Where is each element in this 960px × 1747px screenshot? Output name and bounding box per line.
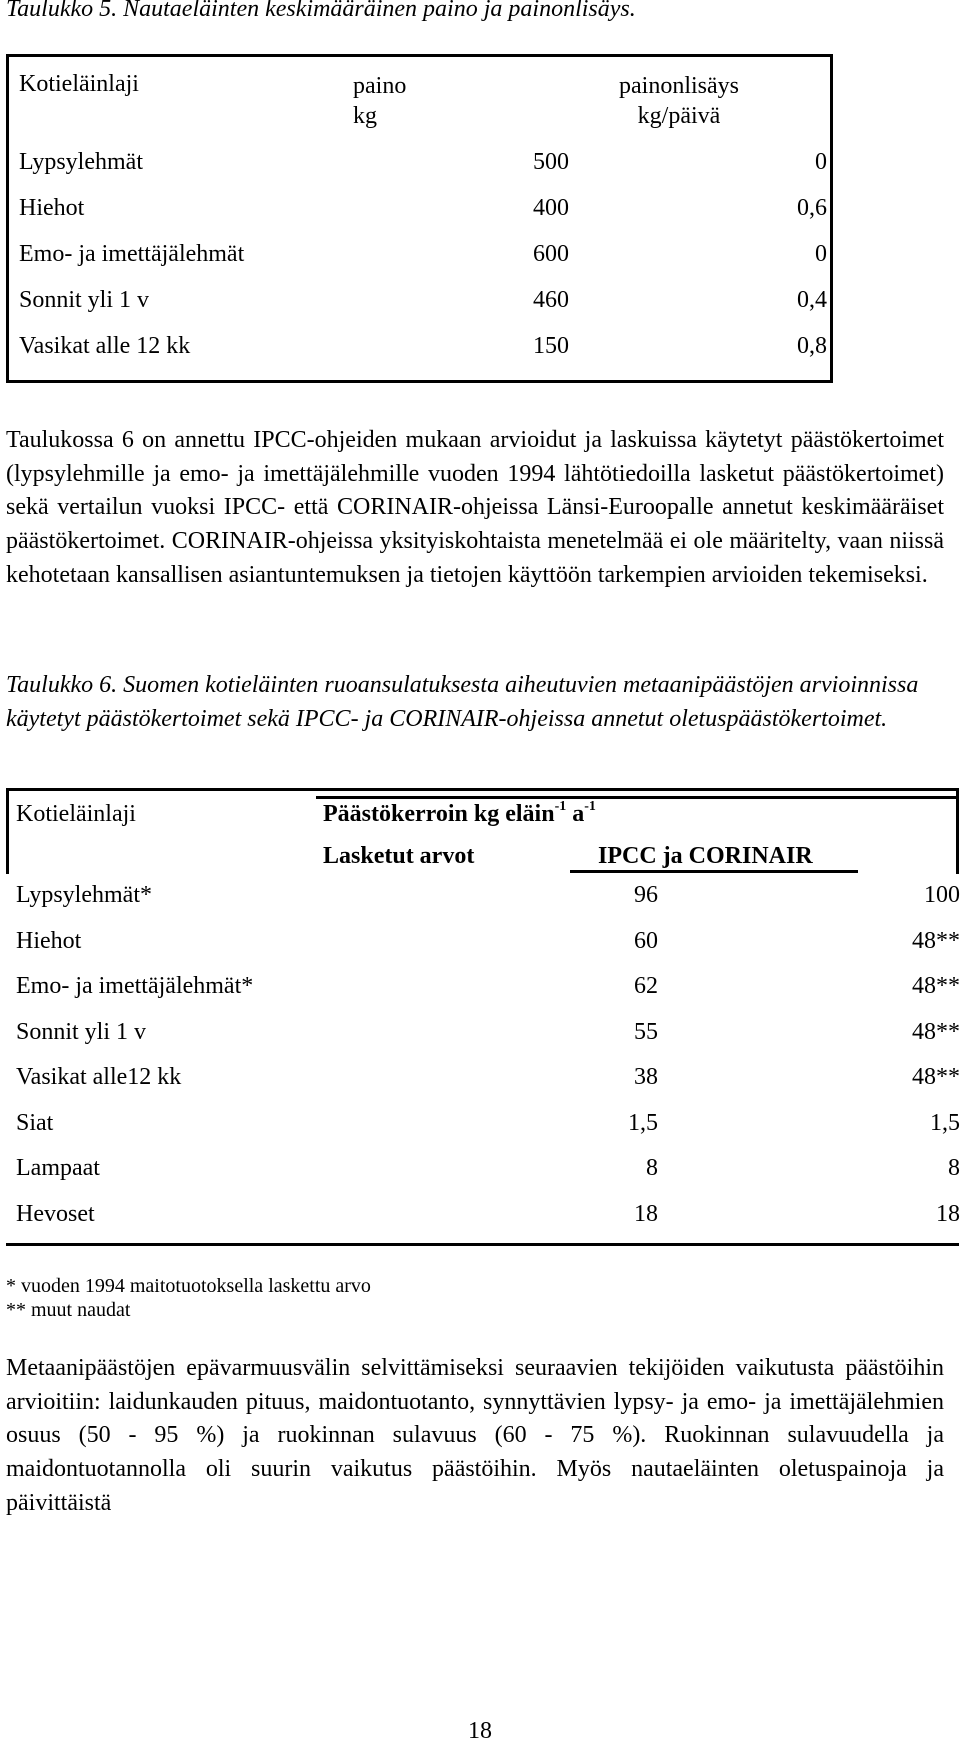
- table-row: [16, 1055, 960, 1101]
- footnote-2: ** muut naudat: [6, 1299, 131, 1321]
- table6-divider: [316, 796, 956, 799]
- table6-cell-calc: 55: [634, 1018, 658, 1045]
- table6-header-ipcc: IPCC ja CORINAIR: [598, 843, 813, 869]
- table5-header-gain-line2: kg/päivä: [637, 103, 721, 129]
- paragraph-uncertainty: Metaanipäästöjen epävarmuusvälin selvittämiseksi seuraavien tekijöiden vaikutusta päästöihin arvioitiin: laidunkauden pituus, maidontuotanto, synnyttävien lypsy- ja emo- ja imettäjälehmien osuus (50 - 95 %) ja ruokinnan sulavuus (60 - 75 %). Ruokinnan sulavuudella ja maidontuotannolla oli suurin vaikutus päästöihin. Myös nautaeläinten oletuspainoja ja päivittäistä: [6, 1355, 944, 1516]
- table6-cell-animal: Lampaat: [16, 1155, 100, 1182]
- table5-cell-animal: Lypsylehmät: [19, 148, 143, 175]
- table-row: [16, 1010, 960, 1056]
- table5-body: [9, 139, 830, 369]
- table6-cell-animal: Vasikat alle12 kk: [16, 1064, 182, 1091]
- table6-cell-animal: Lypsylehmät*: [16, 882, 152, 909]
- table6-cell-ipcc: 48**: [912, 1064, 960, 1091]
- table6-header-group-sup1: -1: [554, 799, 567, 814]
- table6-table: [16, 873, 960, 1237]
- table5-cell-animal: Sonnit yli 1 v: [19, 286, 150, 313]
- table5-header-gain: [589, 71, 769, 131]
- table-row: [19, 231, 827, 277]
- table5-cell-weight: 460: [533, 286, 569, 313]
- table6-cell-calc: 18: [634, 1200, 658, 1227]
- table5-header-animal: Kotieläinlaji: [19, 71, 139, 97]
- table5-header-weight: [353, 71, 406, 131]
- table-row: [16, 873, 960, 919]
- table6-header-group-main: Päästökerroin kg eläin: [323, 801, 555, 827]
- table5-box: [6, 54, 833, 383]
- table6-header-group-sup2: -1: [584, 799, 596, 814]
- table5-cell-animal: Vasikat alle 12 kk: [19, 332, 191, 359]
- table6-cell-ipcc: 48**: [912, 1018, 960, 1045]
- table5-cell-animal: Emo- ja imettäjälehmät: [19, 240, 245, 267]
- table6-cell-calc: 96: [634, 882, 658, 909]
- paragraph-ipcc-intro: Taulukossa 6 on annettu IPCC-ohjeiden mukaan arvioidut ja laskuissa käytetyt päästökertoimet (lypsylehmille ja emo- ja imettäjälehmille vuoden 1994 lähtötiedoilla lasketut päästökertoimet) sekä vertailun vuoksi IPCC- että CORINAIR-ohjeissa Länsi-Euroopalle annetut keskimääräiset päästökertoimet. CORINAIR-ohjeissa yksityiskohtaista menetelmää ei ole määritelty, vaan niissä kehotetaan kansallisen asiantuntemuksen ja tietojen käyttöön tarkempien arvioiden tekemiseksi.: [6, 427, 944, 588]
- table5-cell-weight: 150: [533, 332, 569, 359]
- table5-cell-weight: 500: [533, 148, 569, 175]
- table5-cell-gain: 0: [815, 148, 827, 175]
- table5-cell-gain: 0,4: [797, 286, 827, 313]
- table-row: [19, 277, 827, 323]
- table6-cell-calc: 1,5: [628, 1109, 658, 1136]
- table5-cell-gain: 0,6: [797, 194, 827, 221]
- table6-cell-animal: Siat: [16, 1109, 54, 1136]
- page-number: 18: [468, 1718, 492, 1744]
- table6-caption: Taulukko 6. Suomen kotieläinten ruoansulatuksesta aiheutuvien metaanipäästöjen arvioinnissa käytetyt päästökertoimet sekä IPCC- ja CORINAIR-ohjeissa annetut oletuspäästökertoimet.: [6, 672, 919, 732]
- table6-bottom-border: [6, 1243, 959, 1246]
- table-row: [16, 1192, 960, 1238]
- table6-cell-calc: 60: [634, 927, 658, 954]
- table6-cell-animal: Emo- ja imettäjälehmät*: [16, 973, 254, 1000]
- table6-body: [0, 873, 960, 1237]
- table6-header-animal: Kotieläinlaji: [16, 801, 136, 827]
- table6-header-group: [323, 801, 596, 828]
- table6-cell-ipcc: 8: [948, 1155, 960, 1182]
- table6-cell-ipcc: 48**: [912, 927, 960, 954]
- table6-cell-calc: 8: [646, 1155, 658, 1182]
- table5-header-gain-line1: painonlisäys: [619, 73, 739, 99]
- table5-cell-gain: 0,8: [797, 332, 827, 359]
- table6-cell-ipcc: 100: [924, 882, 960, 909]
- footnote-1: * vuoden 1994 maitotuotoksella laskettu arvo: [6, 1275, 371, 1297]
- table-row: [16, 919, 960, 965]
- table5-caption: Taulukko 5. Nautaeläinten keskimääräinen paino ja painonlisäys.: [6, 0, 636, 22]
- table5-table: [19, 139, 827, 369]
- table6-cell-animal: Sonnit yli 1 v: [16, 1018, 147, 1045]
- table6-cell-animal: Hevoset: [16, 1200, 95, 1227]
- table5-header-weight-line2: kg: [353, 103, 377, 129]
- table-row: [16, 964, 960, 1010]
- table6-header-calc: Lasketut arvot: [323, 843, 475, 869]
- table5-cell-weight: 400: [533, 194, 569, 221]
- table6-header-group-mid: a: [566, 801, 585, 827]
- table6-cell-animal: Hiehot: [16, 927, 82, 954]
- table-row: [19, 185, 827, 231]
- table6-cell-calc: 62: [634, 973, 658, 1000]
- table6-cell-ipcc: 1,5: [930, 1109, 960, 1136]
- table5-header-weight-line1: paino: [353, 73, 407, 99]
- table-row: [16, 1101, 960, 1147]
- table5-cell-animal: Hiehot: [19, 194, 85, 221]
- table-row: [19, 323, 827, 369]
- table-row: [19, 139, 827, 185]
- table-row: [16, 1146, 960, 1192]
- table5-cell-gain: 0: [815, 240, 827, 267]
- table6-cell-ipcc: 18: [936, 1200, 960, 1227]
- table6-cell-calc: 38: [634, 1064, 658, 1091]
- table5-cell-weight: 600: [533, 240, 569, 267]
- table6-cell-ipcc: 48**: [912, 973, 960, 1000]
